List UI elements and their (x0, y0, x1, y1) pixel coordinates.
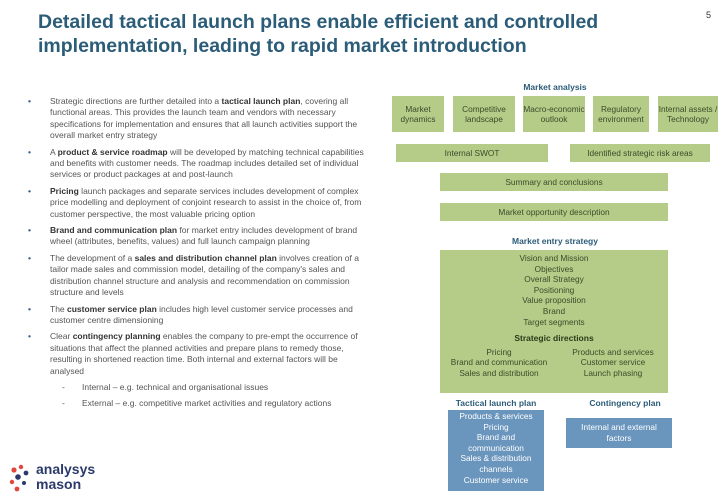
sub-bullet-item: - External – e.g. competitive market activities and regulatory actions (62, 398, 332, 409)
directions-left-column (440, 347, 558, 379)
opportunity-box: Market opportunity description (440, 203, 668, 221)
internal-swot-box: Internal SWOT (396, 144, 548, 162)
logo-dots-icon (8, 462, 38, 496)
summary-box: Summary and conclusions (440, 173, 668, 191)
strategic-directions-header: Strategic directions (514, 333, 594, 344)
internal-assets-box: Internal assets / Technology (658, 96, 718, 132)
bullet-item: • Strategic directions are further detailed into a tactical launch plan, covering all functional areas. This provides the launch team and vendors with necessary specifications for implementation and ensures that all launch activities support the overall market entry strategy (28, 96, 358, 141)
bullet-item: • Brand and communication plan for market entry includes development of brand wheel (attributes, benefits, values) and full launch campaign planning (28, 225, 358, 247)
direction-item: Products and services (572, 346, 654, 357)
contingency-plan-box: Internal and external factors (566, 418, 672, 448)
bullet-item: • Clear contingency planning enables the company to pre-empt the occurrence of situations that affect the planned activities and prepare plans to remedy those, resulting in shortened reaction time. Both internal and external factors will be analysed (28, 331, 358, 376)
direction-item: Pricing (486, 346, 512, 357)
bullet-item: • The customer service plan includes high level customer service processes and customer centre dimensioning (28, 303, 353, 325)
logo-text (36, 462, 95, 492)
macro-economic-outlook-box: Macro-economic outlook (523, 96, 585, 132)
competitive-landscape-box: Competitive landscape (453, 96, 515, 132)
market-entry-strategy-panel (440, 250, 668, 393)
direction-item: Brand and communication (450, 357, 548, 368)
strategic-risk-areas-box: Identified strategic risk areas (570, 144, 710, 162)
entry-item: Positioning (533, 284, 575, 295)
bullet-item: • The development of a sales and distribution channel plan involves creation of a tailor made sales and commission model, detailing of the company's sales and distribution channel structure and analysis and recommendation on commission structure and levels (28, 252, 359, 298)
entry-item: Brand (542, 305, 566, 316)
regulatory-environment-box: Regulatory environment (593, 96, 649, 132)
tactical-item: Sales & distribution channels (460, 453, 532, 474)
title-line-2: implementation, leading to rapid market introduction (38, 35, 527, 57)
page-title (38, 10, 658, 58)
direction-item: Launch phasing (583, 367, 643, 378)
tactical-item: Customer service (463, 474, 529, 485)
logo-line-1: analysys (36, 461, 96, 477)
contingency-plan-header: Contingency plan (589, 398, 661, 408)
market-dynamics-box: Market dynamics (392, 96, 444, 132)
bullet-list (28, 96, 368, 415)
tactical-item: Brand and communication (468, 432, 524, 453)
directions-right-column (558, 347, 668, 379)
direction-item: Customer service (580, 357, 646, 368)
direction-item: Sales and distribution (459, 367, 539, 378)
entry-item: Vision and Mission (519, 253, 589, 263)
bullet-item: • Pricing launch packages and separate services includes development of complex price modelling and deployment of conjoint research to assist in the choice of, from customer perspective, the most valuable pricing option (28, 185, 362, 219)
entry-item: Target segments (523, 316, 585, 327)
bullet-item: • A product & service roadmap will be developed by matching technical capabilities and benefits with customer needs. The roadmap includes detailed set of individual services or product packages at and post-launch (28, 146, 364, 180)
market-entry-strategy-header: Market entry strategy (512, 236, 598, 246)
entry-item: Overall Strategy (524, 274, 584, 285)
market-analysis-header: Market analysis (523, 82, 587, 92)
title-line-1: Detailed tactical launch plans enable efficient and controlled (38, 11, 599, 33)
logo-line-2: mason (36, 476, 82, 492)
analysys-mason-logo (8, 458, 118, 500)
sub-bullet-item: - Internal – e.g. technical and organisational issues (62, 381, 269, 392)
entry-item: Value proposition (522, 295, 586, 306)
entry-item: Objectives (534, 263, 574, 274)
tactical-item: Products & services (459, 411, 533, 421)
tactical-item: Pricing (483, 421, 509, 432)
page-number: 5 (706, 10, 712, 20)
tactical-launch-plan-header: Tactical launch plan (455, 398, 537, 408)
tactical-launch-plan-box (448, 410, 544, 491)
